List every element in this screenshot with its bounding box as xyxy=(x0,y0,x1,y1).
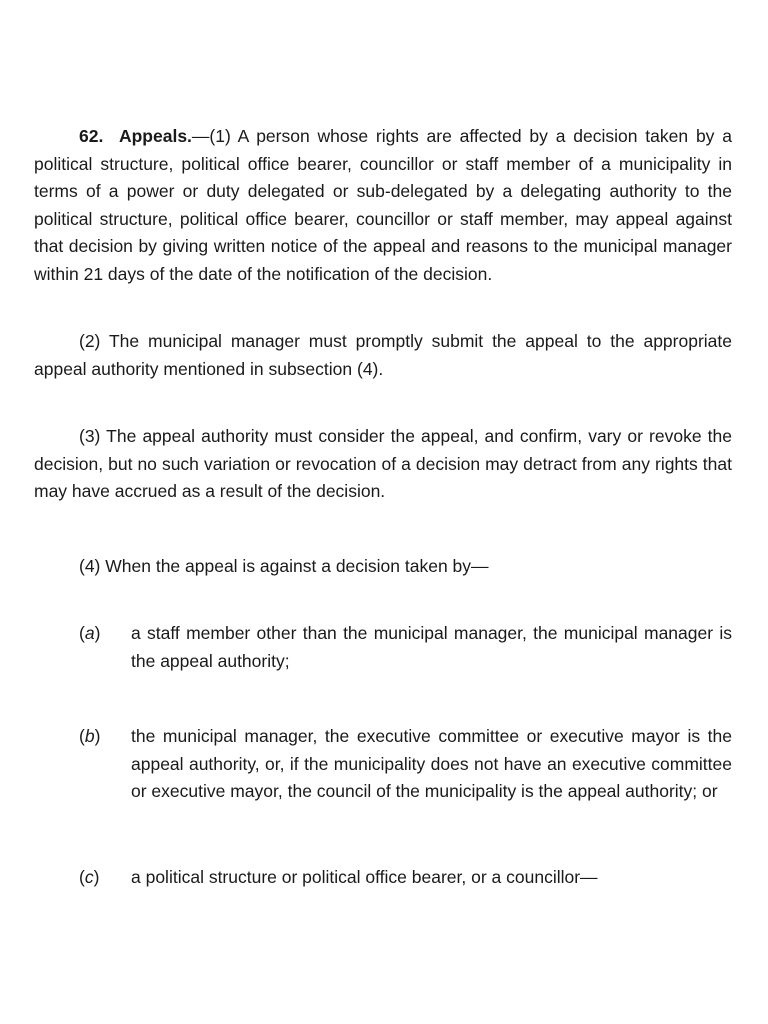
list-item-label: (a) xyxy=(79,623,101,643)
subsection-2: (2) The municipal manager must promptly submit the appeal to the appropriate appeal authority mentioned in subsection (4). xyxy=(34,331,732,379)
list-item-text: a political structure or political office bearer, or a councillor— xyxy=(131,867,598,887)
subsection-1-label: —(1) xyxy=(191,126,231,146)
subsection-1-text: A person whose rights are affected by a decision taken by a political structure, political office bearer, councillor or staff member of a municipality in terms of a power or duty delegated or sub-delegated by a delegating authority to the political structure, political office bearer, councillor or staff member, may appeal against that decision by giving written notice of the appeal and reasons to the municipal manager within 21 days of the date of the notification of the decision. xyxy=(34,126,732,284)
section-number: 62. xyxy=(79,126,104,146)
list-item-text: the municipal manager, the executive committee or executive mayor is the appeal authority, or, if the municipality does not have an executive committee or executive mayor, the council of the municipality is the appeal authority; or xyxy=(131,726,732,801)
subsection-4-intro: (4) When the appeal is against a decision taken by— xyxy=(79,556,489,576)
list-item-text: a staff member other than the municipal manager, the municipal manager is the appeal authority; xyxy=(131,623,732,671)
list-item-label: (c) xyxy=(79,867,100,887)
subsection-3: (3) The appeal authority must consider the appeal, and confirm, vary or revoke the decision, but no such variation or revocation of a decision may detract from any rights that may have accrued as a result of the decision. xyxy=(34,426,732,501)
list-item-label: (b) xyxy=(79,726,101,746)
subsection-1 xyxy=(34,123,732,288)
section-heading: Appeals. xyxy=(118,126,192,146)
